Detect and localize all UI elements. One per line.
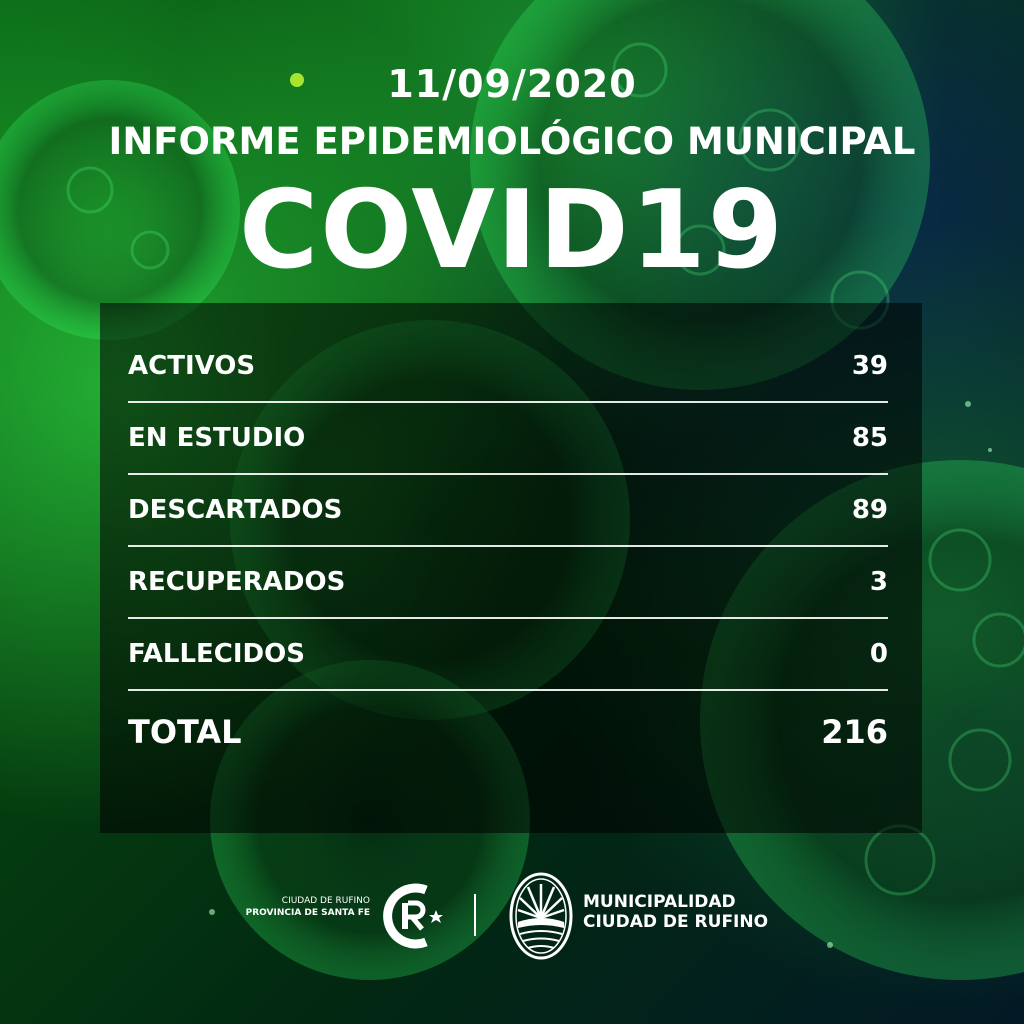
stat-row-total xyxy=(128,691,888,773)
stat-row-recuperados xyxy=(128,547,888,619)
muni-line1: MUNICIPALIDAD xyxy=(583,892,736,912)
stat-label: TOTAL xyxy=(128,713,242,751)
footer-separator xyxy=(474,894,476,936)
stats-list xyxy=(128,331,888,773)
footer-logos xyxy=(0,868,1024,968)
stat-label: DESCARTADOS xyxy=(128,495,343,525)
muni-line2: CIUDAD DE RUFINO xyxy=(583,912,769,932)
report-subtitle: INFORME EPIDEMIOLÓGICO MUNICIPAL xyxy=(108,120,916,163)
stat-label: ACTIVOS xyxy=(128,351,256,381)
city-line2: PROVINCIA DE SANTA FE xyxy=(245,908,370,918)
stat-value: 3 xyxy=(869,567,888,597)
city-line1: CIUDAD DE RUFINO xyxy=(281,896,370,906)
stats-panel xyxy=(100,303,922,833)
report-date: 11/09/2020 xyxy=(387,62,637,106)
stat-label: EN ESTUDIO xyxy=(128,423,306,453)
municipality-name xyxy=(583,892,768,932)
stat-label: FALLECIDOS xyxy=(128,639,305,669)
stat-value: 89 xyxy=(851,495,888,525)
stat-row-activos xyxy=(128,331,888,403)
municipal-emblem-icon xyxy=(508,870,574,962)
stat-value: 216 xyxy=(821,713,888,751)
stat-row-fallecidos xyxy=(128,619,888,691)
stat-label: RECUPERADOS xyxy=(128,567,346,597)
stat-value: 85 xyxy=(851,423,888,453)
city-caption xyxy=(220,895,370,919)
stat-row-en-estudio xyxy=(128,403,888,475)
stat-row-descartados xyxy=(128,475,888,547)
stat-value: 39 xyxy=(851,351,888,381)
city-logo-icon xyxy=(378,876,448,956)
report-title: COVID19 xyxy=(239,168,785,293)
stat-value: 0 xyxy=(869,639,888,669)
